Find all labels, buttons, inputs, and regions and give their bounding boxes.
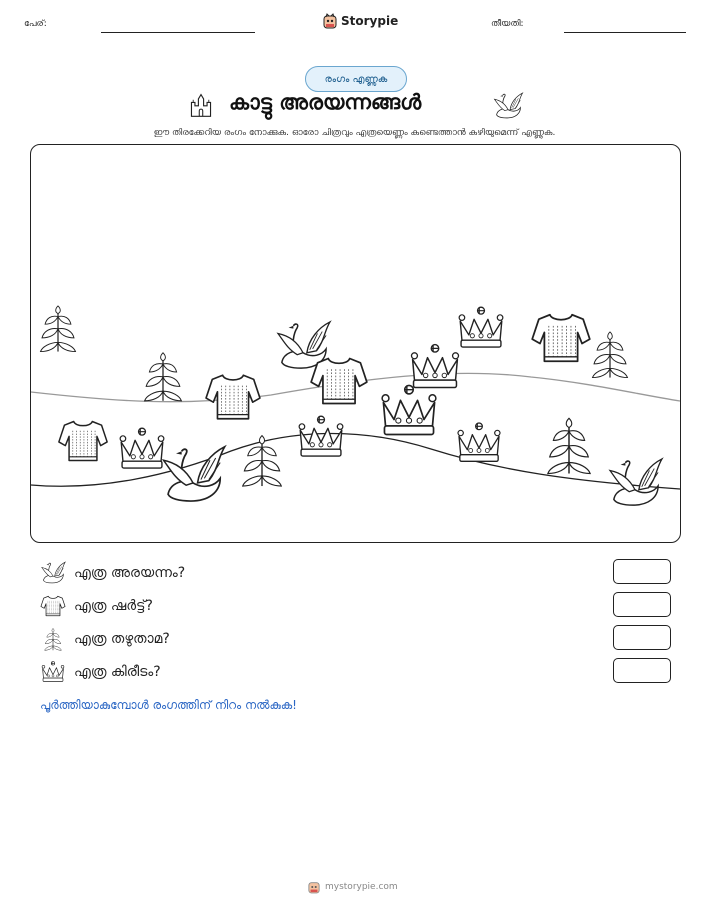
worksheet-title: കാട്ടു അരയന്നങ്ങൾ bbox=[229, 90, 422, 114]
scene-crown-3 bbox=[382, 385, 436, 434]
scene-crown-1 bbox=[120, 428, 164, 468]
scene-nettle-4 bbox=[548, 418, 590, 473]
scene-nettle-2 bbox=[145, 353, 182, 401]
name-field[interactable] bbox=[101, 32, 255, 33]
completion-note: പൂർത്തിയാകുമ്പോൾ രംഗത്തിന് നിറം നൽകുക! bbox=[40, 698, 297, 712]
scene-nettle-1 bbox=[41, 306, 76, 352]
question-text: എത്ര അരയന്നം? bbox=[74, 565, 186, 581]
scene-swan-2 bbox=[164, 447, 225, 501]
question-text: എത്ര ഷർട്ട്? bbox=[74, 598, 153, 614]
swan-icon bbox=[40, 561, 66, 585]
scene-crown-2 bbox=[299, 416, 343, 456]
castle-icon bbox=[188, 92, 214, 118]
brand-logo bbox=[323, 13, 398, 29]
instructions: ഈ തിരക്കേറിയ രംഗം നോക്കുക. ഓരോ ചിത്രവും എത്രയെണ്ണം കണ്ടെത്താൻ കഴിയുമെന്ന് എണ്ണുക. bbox=[153, 128, 556, 138]
scene-nettle-5 bbox=[593, 332, 628, 378]
date-field[interactable] bbox=[564, 32, 686, 33]
scene-shirt-3 bbox=[59, 422, 107, 461]
question-nettle bbox=[40, 627, 170, 651]
scene-crown-6 bbox=[458, 423, 500, 461]
scene-crown-4 bbox=[411, 345, 458, 388]
crown-icon bbox=[40, 660, 66, 684]
footer-url[interactable]: mystorypie.com bbox=[325, 882, 398, 892]
scene-swan-3 bbox=[610, 459, 662, 505]
name-label: പേര്: bbox=[24, 19, 47, 29]
shirt-icon bbox=[40, 594, 66, 618]
swan-icon bbox=[492, 92, 524, 120]
answer-box-swan[interactable] bbox=[613, 559, 671, 584]
question-swan bbox=[40, 561, 185, 585]
answer-box-shirt[interactable] bbox=[613, 592, 671, 617]
scene-frame bbox=[30, 144, 681, 543]
question-crown bbox=[40, 660, 161, 684]
footer bbox=[308, 880, 398, 894]
question-text: എത്ര തഴുതാമ? bbox=[74, 631, 170, 647]
question-text: എത്ര കിരീടം? bbox=[74, 664, 161, 680]
answer-box-crown[interactable] bbox=[613, 658, 671, 683]
scene-nettle-3 bbox=[243, 436, 282, 486]
nettle-icon bbox=[40, 627, 66, 651]
activity-tag: രംഗം എണ്ണുക bbox=[305, 66, 407, 92]
storypie-icon bbox=[323, 13, 337, 29]
date-label: തീയതി: bbox=[491, 19, 524, 29]
scene-shirt-4 bbox=[532, 315, 590, 362]
question-shirt bbox=[40, 594, 153, 618]
brand-name: Storypie bbox=[341, 14, 399, 28]
storypie-icon bbox=[308, 880, 320, 894]
answer-box-nettle[interactable] bbox=[613, 625, 671, 650]
scene-crown-5 bbox=[459, 307, 503, 347]
scene-illustration bbox=[31, 145, 680, 542]
scene-shirt-2 bbox=[311, 359, 367, 404]
scene-shirt-1 bbox=[206, 375, 260, 419]
